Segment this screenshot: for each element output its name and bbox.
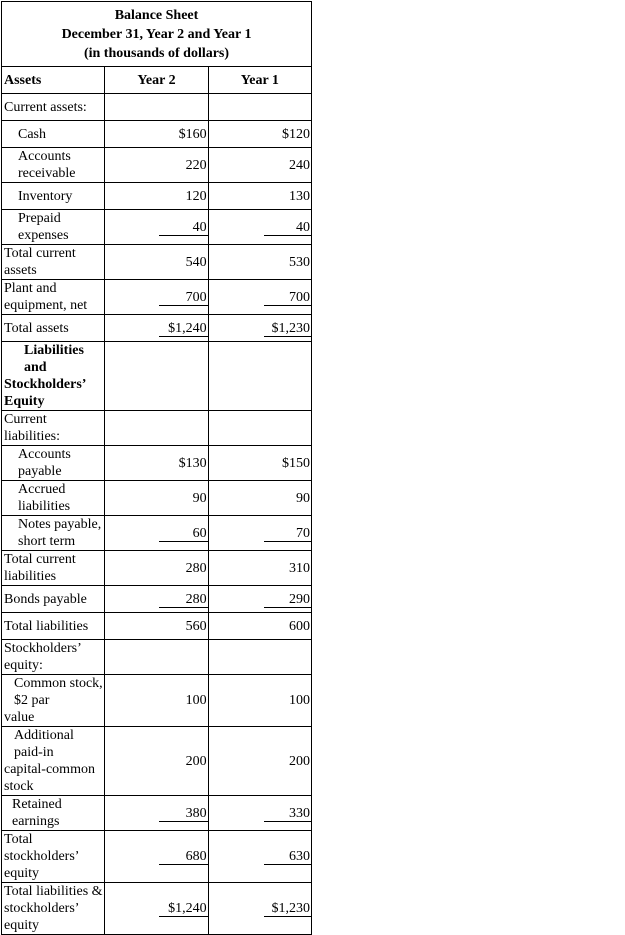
row-label: Total current assets: [2, 245, 105, 280]
year2-value: [105, 516, 208, 551]
title-line: December 31, Year 2 and Year 1: [61, 27, 252, 42]
row-label: Current assets:: [2, 94, 105, 121]
title-line: (in thousands of dollars): [83, 46, 230, 61]
year2-value: [105, 183, 208, 210]
year1-amount: 310: [289, 560, 310, 576]
label-line: value: [4, 710, 35, 725]
year1-value: [208, 675, 311, 727]
year1-value: [208, 315, 311, 342]
column-header-year1: Year 1: [208, 67, 311, 94]
table-row: [2, 481, 312, 516]
table-row: [2, 121, 312, 148]
table-row: [2, 210, 312, 245]
year1-amount: $120: [282, 126, 310, 142]
label-line: Liabilities and: [24, 343, 84, 375]
year1-value: [208, 727, 311, 796]
year2-amount: 40: [159, 220, 208, 236]
row-label: Total current liabilities: [2, 551, 105, 586]
row-label: Plant and equipment, net: [2, 280, 105, 315]
table-row: [2, 280, 312, 315]
year1-value: [208, 516, 311, 551]
year2-value: [105, 315, 208, 342]
balance-sheet-table: [1, 1, 312, 935]
year2-amount: 60: [159, 526, 208, 542]
year2-amount: 220: [185, 157, 207, 173]
year1-value: [208, 121, 311, 148]
sheet-title: [2, 2, 312, 67]
year1-value: [208, 94, 311, 121]
year1-value: [208, 411, 311, 446]
year2-value: [105, 796, 208, 831]
year1-value: [208, 883, 311, 935]
table-row: [2, 315, 312, 342]
year1-value: [208, 183, 311, 210]
row-label: Accounts payable: [2, 446, 105, 481]
year2-value: [105, 586, 208, 613]
year2-amount: 540: [185, 254, 207, 270]
year1-amount: 330: [264, 806, 311, 822]
row-label: Notes payable, short term: [2, 516, 105, 551]
year2-value: [105, 94, 208, 121]
year1-amount: 70: [264, 526, 311, 542]
table-row: [2, 551, 312, 586]
year2-value: [105, 245, 208, 280]
year2-amount: 100: [185, 693, 207, 708]
row-label: Bonds payable: [2, 586, 105, 613]
year1-value: [208, 831, 311, 883]
header-row: [2, 67, 312, 94]
year1-value: [208, 586, 311, 613]
table-row: [2, 586, 312, 613]
year2-amount: $1,240: [159, 321, 208, 337]
year2-value: [105, 210, 208, 245]
year2-amount: $160: [178, 126, 207, 142]
section-header-row: [2, 342, 312, 411]
label-line: stockholders’ equity: [4, 901, 79, 933]
year1-value: [208, 210, 311, 245]
row-label: Total liabilities: [2, 613, 105, 640]
year2-value: [105, 342, 208, 411]
row-label: Accounts receivable: [2, 148, 105, 183]
year1-amount: 40: [264, 220, 311, 236]
row-label: Retained earnings: [2, 796, 105, 831]
table-row: [2, 148, 312, 183]
section-header-label: [2, 342, 105, 411]
year2-amount: 200: [185, 753, 207, 769]
row-label: Inventory: [2, 183, 105, 210]
row-label: Stockholders’ equity:: [2, 640, 105, 675]
column-header-label: Assets: [2, 67, 105, 94]
year2-value: [105, 481, 208, 516]
year2-amount: 90: [192, 490, 207, 506]
year2-value: [105, 411, 208, 446]
year1-amount: 290: [264, 592, 311, 608]
title-line: Balance Sheet: [114, 8, 199, 23]
table-row: [2, 796, 312, 831]
year2-amount: $1,240: [159, 901, 208, 917]
year2-value: [105, 148, 208, 183]
label-line: Stockholders’ Equity: [4, 377, 86, 409]
section-row: [2, 411, 312, 446]
year1-value: [208, 342, 311, 411]
year1-value: [208, 796, 311, 831]
row-label: Prepaid expenses: [2, 210, 105, 245]
row-label: Total assets: [2, 315, 105, 342]
year1-amount: 600: [289, 618, 310, 634]
year1-value: [208, 245, 311, 280]
year2-value: [105, 640, 208, 675]
year2-amount: 680: [159, 849, 208, 865]
year1-amount: 90: [296, 490, 310, 506]
table-row: [2, 883, 312, 935]
table-row: [2, 613, 312, 640]
column-header-year2: Year 2: [105, 67, 208, 94]
row-label: Total stockholders’ equity: [2, 831, 105, 883]
year1-value: [208, 640, 311, 675]
row-label: Current liabilities:: [2, 411, 105, 446]
year2-value: [105, 831, 208, 883]
year1-amount: 200: [289, 753, 310, 769]
year1-amount: 530: [289, 254, 310, 270]
year1-amount: 700: [264, 290, 311, 306]
year1-amount: 630: [264, 849, 311, 865]
year1-value: [208, 551, 311, 586]
year1-amount: $1,230: [264, 901, 311, 917]
row-label: [2, 727, 105, 796]
year2-amount: 560: [185, 618, 207, 634]
table-row: [2, 831, 312, 883]
year1-amount: $1,230: [264, 321, 311, 337]
year2-amount: $130: [178, 455, 207, 471]
year1-value: [208, 481, 311, 516]
row-label: Accrued liabilities: [2, 481, 105, 516]
year2-amount: 280: [159, 592, 208, 608]
year2-value: [105, 883, 208, 935]
year1-amount: 130: [289, 188, 310, 204]
row-label: Cash: [2, 121, 105, 148]
table-row: [2, 727, 312, 796]
year1-value: [208, 280, 311, 315]
table-row: [2, 245, 312, 280]
table-row: [2, 516, 312, 551]
table-row: [2, 183, 312, 210]
title-row: [2, 2, 312, 67]
year1-amount: 100: [289, 693, 310, 708]
label-line: Total liabilities &: [4, 884, 103, 899]
year1-value: [208, 148, 311, 183]
row-label: [2, 675, 105, 727]
year2-amount: 700: [159, 290, 208, 306]
section-row: [2, 94, 312, 121]
label-line: capital-common stock: [4, 762, 95, 794]
table-row: [2, 446, 312, 481]
year2-amount: 120: [185, 188, 207, 204]
year2-value: [105, 121, 208, 148]
year2-value: [105, 280, 208, 315]
year2-value: [105, 675, 208, 727]
section-row: [2, 640, 312, 675]
year1-value: [208, 446, 311, 481]
year1-value: [208, 613, 311, 640]
year1-amount: $150: [282, 455, 310, 471]
label-line: Common stock, $2 par: [14, 676, 103, 708]
year2-value: [105, 551, 208, 586]
year2-value: [105, 727, 208, 796]
year2-amount: 280: [185, 560, 207, 576]
year2-value: [105, 613, 208, 640]
year1-amount: 240: [289, 157, 310, 173]
label-line: Additional paid-in: [14, 728, 74, 760]
row-label: [2, 883, 105, 935]
table-row: [2, 675, 312, 727]
year2-value: [105, 446, 208, 481]
year2-amount: 380: [159, 806, 208, 822]
